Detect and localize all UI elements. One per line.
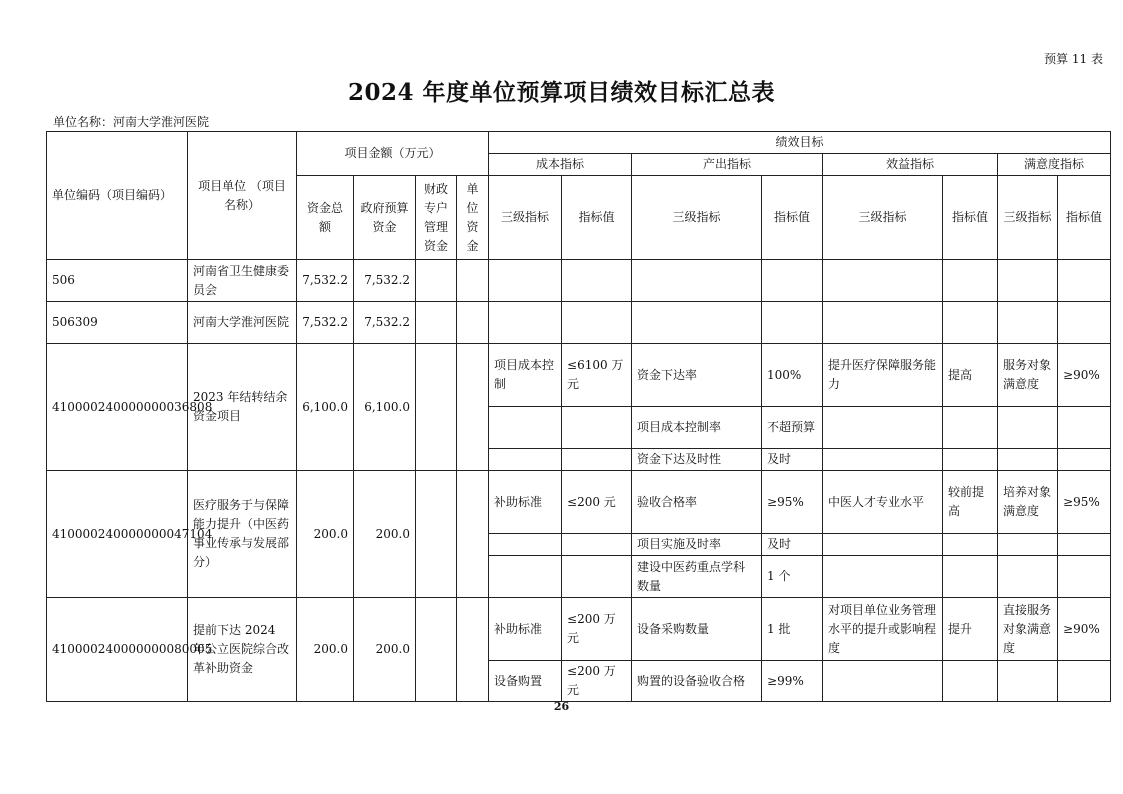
- empty-cell: [823, 260, 943, 302]
- project-code-cell: 410000240000000047104: [47, 471, 188, 598]
- cost-value-cell: [562, 449, 632, 471]
- page-title: 2024 年度单位预算项目绩效目标汇总表: [347, 79, 776, 106]
- project-code-cell: 410000240000000080005: [47, 598, 188, 702]
- project-total-cell: 200.0: [297, 471, 354, 598]
- empty-cell: [457, 260, 489, 302]
- satisfaction-value-cell: [1058, 449, 1111, 471]
- performance-table: [46, 131, 1111, 702]
- header-performance-targets: 绩效目标: [489, 132, 1111, 154]
- satisfaction-indicator-cell: 服务对象满意度: [998, 344, 1058, 407]
- header-unit-fund: 单位资金: [457, 176, 489, 260]
- table-row: [47, 302, 1111, 344]
- cost-value-cell: [562, 556, 632, 598]
- satisfaction-indicator-cell: [998, 534, 1058, 556]
- satisfaction-value-cell: ≥90%: [1058, 344, 1111, 407]
- project-total-cell: 6,100.0: [297, 344, 354, 471]
- satisfaction-indicator-cell: [998, 407, 1058, 449]
- output-value-cell: 100%: [762, 344, 823, 407]
- benefit-value-cell: 提高: [943, 344, 998, 407]
- header-output-level3: 三级指标: [632, 176, 762, 260]
- satisfaction-value-cell: [1058, 661, 1111, 702]
- output-indicator-cell: 项目实施及时率: [632, 534, 762, 556]
- total-funds-cell: 7,532.2: [297, 302, 354, 344]
- header-satisfaction-value: 指标值: [1058, 176, 1111, 260]
- project-name-cell: 提前下达 2024 年公立医院综合改革补助资金: [188, 598, 297, 702]
- benefit-indicator-cell: 中医人才专业水平: [823, 471, 943, 534]
- output-value-cell: 及时: [762, 449, 823, 471]
- cost-value-cell: [562, 534, 632, 556]
- satisfaction-indicator-cell: [998, 449, 1058, 471]
- empty-cell: [489, 260, 562, 302]
- benefit-value-cell: [943, 449, 998, 471]
- unit-name-cell: 河南省卫生健康委员会: [188, 260, 297, 302]
- benefit-value-cell: [943, 556, 998, 598]
- unit-name-cell: 河南大学淮河医院: [188, 302, 297, 344]
- satisfaction-value-cell: ≥95%: [1058, 471, 1111, 534]
- satisfaction-indicator-cell: [998, 661, 1058, 702]
- empty-cell: [632, 260, 762, 302]
- empty-cell: [1058, 260, 1111, 302]
- satisfaction-value-cell: [1058, 534, 1111, 556]
- benefit-indicator-cell: 对项目单位业务管理水平的提升或影响程度: [823, 598, 943, 661]
- benefit-value-cell: [943, 534, 998, 556]
- benefit-value-cell: [943, 407, 998, 449]
- unit-code-cell: 506: [47, 260, 188, 302]
- empty-cell: [632, 302, 762, 344]
- output-value-cell: 1 个: [762, 556, 823, 598]
- benefit-indicator-cell: [823, 407, 943, 449]
- empty-cell: [943, 302, 998, 344]
- output-value-cell: 1 批: [762, 598, 823, 661]
- header-gov-budget: 政府预算资金: [354, 176, 416, 260]
- project-code-cell: 410000240000000036808: [47, 344, 188, 471]
- satisfaction-value-cell: [1058, 556, 1111, 598]
- project-fin-account-cell: [416, 598, 457, 702]
- cost-indicator-cell: [489, 534, 562, 556]
- empty-cell: [489, 302, 562, 344]
- header-satisfaction-level3: 三级指标: [998, 176, 1058, 260]
- project-name-cell: 2023 年结转结余资金项目: [188, 344, 297, 471]
- benefit-indicator-cell: [823, 534, 943, 556]
- project-gov-cell: 200.0: [354, 471, 416, 598]
- header-output-indicators: 产出指标: [632, 154, 823, 176]
- project-gov-cell: 6,100.0: [354, 344, 416, 471]
- empty-cell: [998, 260, 1058, 302]
- page-number: 26: [553, 700, 570, 713]
- satisfaction-indicator-cell: 培养对象满意度: [998, 471, 1058, 534]
- empty-cell: [762, 260, 823, 302]
- output-value-cell: 及时: [762, 534, 823, 556]
- output-value-cell: ≥95%: [762, 471, 823, 534]
- project-unit-fund-cell: [457, 598, 489, 702]
- project-gov-cell: 200.0: [354, 598, 416, 702]
- header-unit-code: 单位编码（项目编码）: [47, 132, 188, 260]
- output-indicator-cell: 建设中医药重点学科数量: [632, 556, 762, 598]
- output-indicator-cell: 购置的设备验收合格: [632, 661, 762, 702]
- satisfaction-value-cell: ≥90%: [1058, 598, 1111, 661]
- header-cost-level3: 三级指标: [489, 176, 562, 260]
- cost-value-cell: [562, 407, 632, 449]
- header-project-unit: 项目单位 （项目名称）: [188, 132, 297, 260]
- benefit-indicator-cell: [823, 449, 943, 471]
- empty-cell: [416, 260, 457, 302]
- project-unit-fund-cell: [457, 471, 489, 598]
- empty-cell: [562, 260, 632, 302]
- project-unit-fund-cell: [457, 344, 489, 471]
- cost-indicator-cell: 补助标准: [489, 471, 562, 534]
- total-funds-cell: 7,532.2: [297, 260, 354, 302]
- output-indicator-cell: 资金下达率: [632, 344, 762, 407]
- benefit-indicator-cell: [823, 556, 943, 598]
- header-fin-account: 财政专户管理资金: [416, 176, 457, 260]
- output-value-cell: 不超预算: [762, 407, 823, 449]
- satisfaction-indicator-cell: 直接服务对象满意度: [998, 598, 1058, 661]
- cost-indicator-cell: 设备购置: [489, 661, 562, 702]
- benefit-indicator-cell: 提升医疗保障服务能力: [823, 344, 943, 407]
- empty-cell: [416, 302, 457, 344]
- cost-indicator-cell: [489, 449, 562, 471]
- project-name-cell: 医疗服务于与保障能力提升（中医药事业传承与发展部分）: [188, 471, 297, 598]
- benefit-indicator-cell: [823, 661, 943, 702]
- benefit-value-cell: [943, 661, 998, 702]
- output-value-cell: ≥99%: [762, 661, 823, 702]
- satisfaction-value-cell: [1058, 407, 1111, 449]
- satisfaction-indicator-cell: [998, 556, 1058, 598]
- header-benefit-value: 指标值: [943, 176, 998, 260]
- gov-budget-cell: 7,532.2: [354, 302, 416, 344]
- table-row: [47, 344, 1111, 407]
- project-fin-account-cell: [416, 344, 457, 471]
- unit-code-cell: 506309: [47, 302, 188, 344]
- empty-cell: [1058, 302, 1111, 344]
- header-output-value: 指标值: [762, 176, 823, 260]
- cost-value-cell: ≤200 万元: [562, 598, 632, 661]
- header-cost-value: 指标值: [562, 176, 632, 260]
- empty-cell: [762, 302, 823, 344]
- output-indicator-cell: 资金下达及时性: [632, 449, 762, 471]
- gov-budget-cell: 7,532.2: [354, 260, 416, 302]
- header-total-funds: 资金总额: [297, 176, 354, 260]
- cost-value-cell: ≤200 元: [562, 471, 632, 534]
- cost-indicator-cell: 项目成本控制: [489, 344, 562, 407]
- table-row: [47, 260, 1111, 302]
- cost-value-cell: ≤200 万元: [562, 661, 632, 702]
- output-indicator-cell: 项目成本控制率: [632, 407, 762, 449]
- cost-indicator-cell: [489, 407, 562, 449]
- output-indicator-cell: 验收合格率: [632, 471, 762, 534]
- page-code: 预算 11 表: [1044, 52, 1103, 66]
- empty-cell: [943, 260, 998, 302]
- header-benefit-indicators: 效益指标: [823, 154, 998, 176]
- table-row: [47, 471, 1111, 534]
- project-total-cell: 200.0: [297, 598, 354, 702]
- empty-cell: [562, 302, 632, 344]
- empty-cell: [998, 302, 1058, 344]
- empty-cell: [457, 302, 489, 344]
- benefit-value-cell: 较前提高: [943, 471, 998, 534]
- header-benefit-level3: 三级指标: [823, 176, 943, 260]
- header-amount-group: 项目金额（万元）: [297, 132, 489, 176]
- benefit-value-cell: 提升: [943, 598, 998, 661]
- project-fin-account-cell: [416, 471, 457, 598]
- cost-indicator-cell: 补助标准: [489, 598, 562, 661]
- cost-value-cell: ≤6100 万元: [562, 344, 632, 407]
- header-satisfaction-indicators: 满意度指标: [998, 154, 1111, 176]
- header-cost-indicators: 成本指标: [489, 154, 632, 176]
- output-indicator-cell: 设备采购数量: [632, 598, 762, 661]
- empty-cell: [823, 302, 943, 344]
- cost-indicator-cell: [489, 556, 562, 598]
- table-row: [47, 598, 1111, 661]
- unit-name-line: 单位名称：河南大学淮河医院: [53, 115, 210, 129]
